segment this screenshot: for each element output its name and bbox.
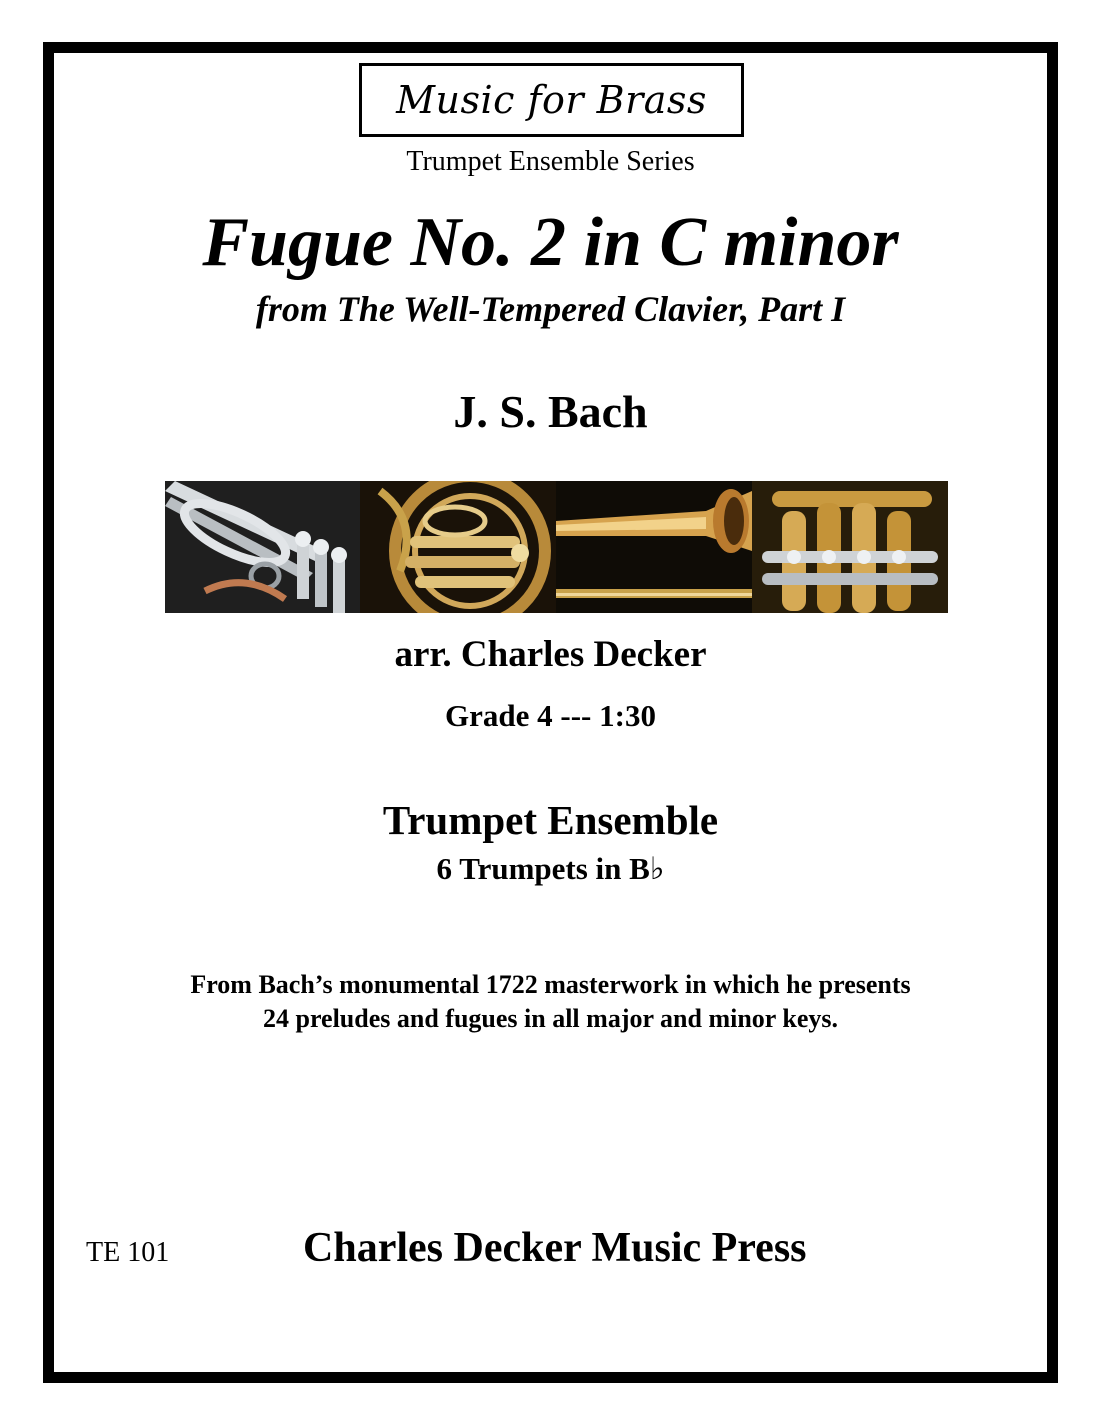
description [0,968,1101,1036]
trombone-photo [556,481,752,613]
french-horn-photo [360,481,556,613]
description-line: From Bach’s monumental 1722 masterwork in which he presents [190,970,911,999]
tuba-photo [752,481,948,613]
ensemble-name: Trumpet Ensemble [382,797,719,843]
publisher-name: Charles Decker Music Press [303,1225,807,1271]
subseries-label: Trumpet Ensemble Series [406,146,695,177]
instrument-photo-strip [165,481,948,613]
arranger-credit: arr. Charles Decker [394,634,707,675]
series-logo-box [359,63,744,137]
instrumentation: 6 Trumpets in B♭ [436,851,665,886]
catalog-number: TE 101 [86,1237,170,1268]
work-subtitle: from The Well-Tempered Clavier, Part I [255,289,846,329]
work-title: Fugue No. 2 in C minor [202,204,899,281]
trumpet-photo [165,481,360,613]
composer-name: J. S. Bach [453,386,648,437]
grade-duration: Grade 4 --- 1:30 [445,698,656,733]
series-name: Music for Brass [396,78,707,122]
description-line: 24 preludes and fugues in all major and minor keys. [263,1004,838,1033]
